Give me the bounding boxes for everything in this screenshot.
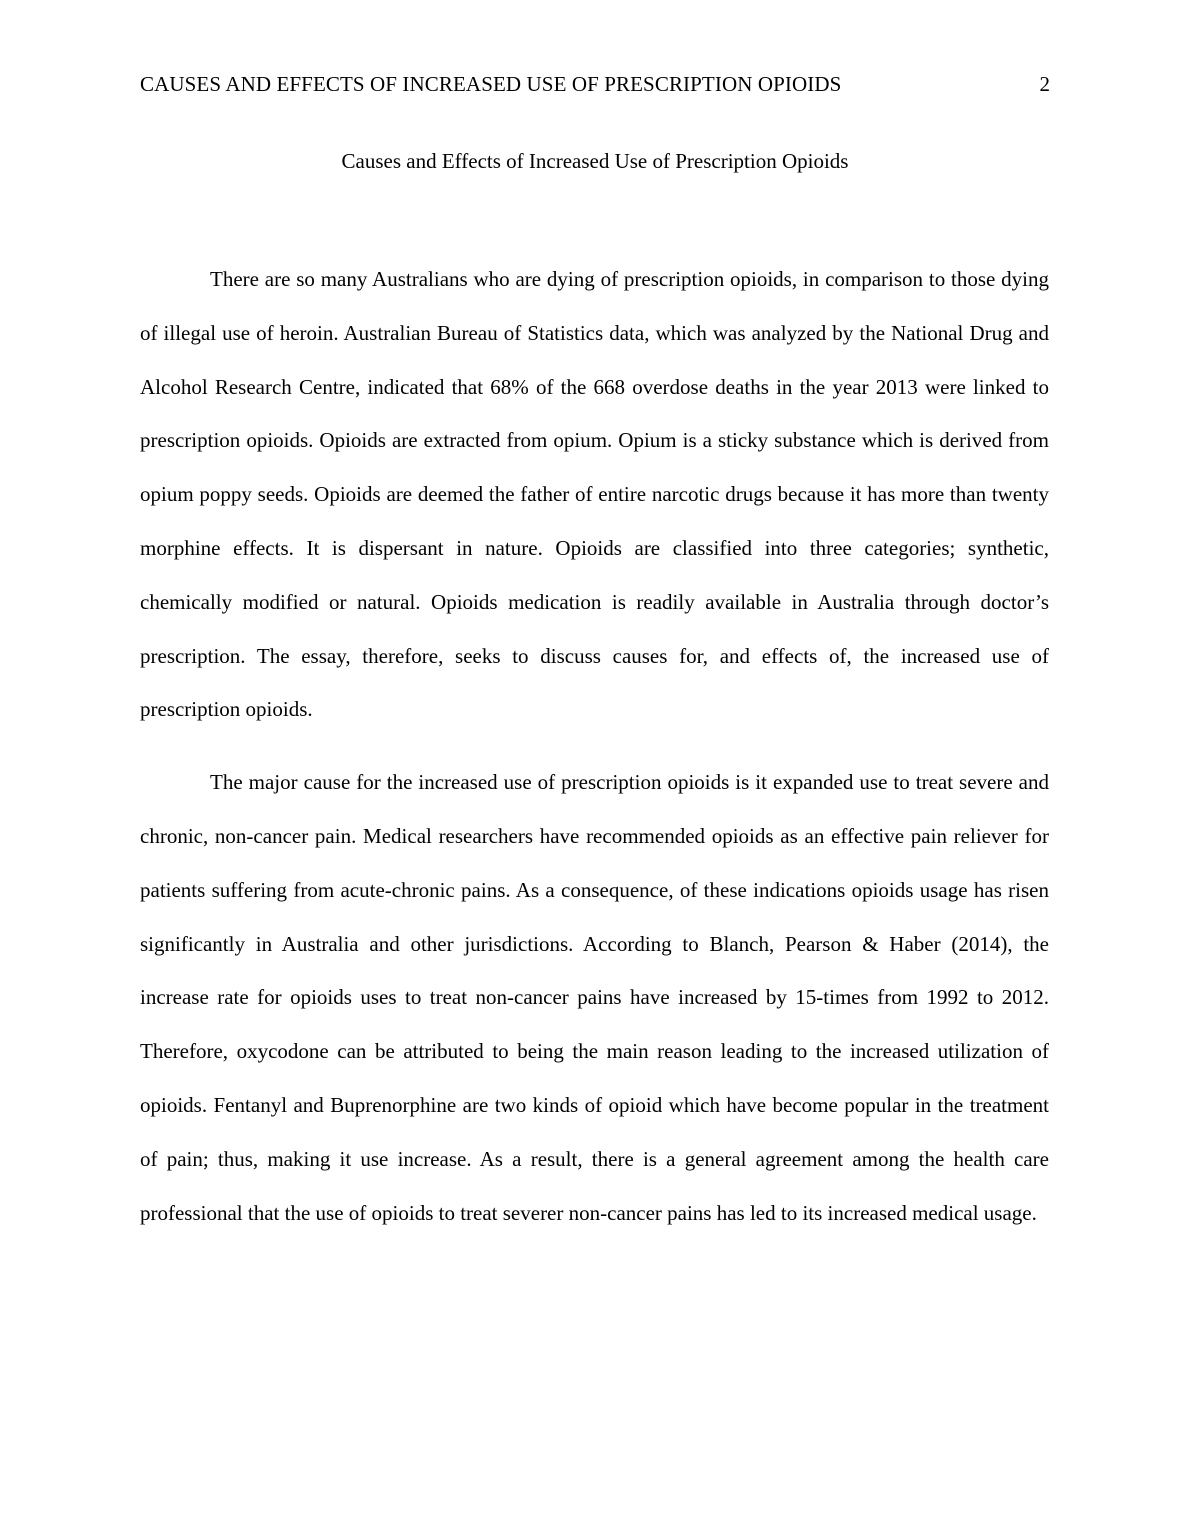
body-text <box>140 253 1049 1259</box>
paragraph-major-cause: The major cause for the increased use of prescription opioids is it expanded use to treat severe and chronic, non-cancer pain. Medical researchers have recommended opioids as an effective pain reliever for patients suffering from acute-chronic pains. As a consequence, of these indications opioids usage has risen significantly in Australia and other jurisdictions. According to Blanch, Pearson & Haber (2014), the increase rate for opioids uses to treat non-cancer pains have increased by 15-times from 1992 to 2012. Therefore, oxycodone can be attributed to being the main reason leading to the increased utilization of opioids. Fentanyl and Buprenorphine are two kinds of opioid which have become popular in the treatment of pain; thus, making it use increase. As a result, there is a general agreement among the health care professional that the use of opioids to treat severer non-cancer pains has led to its increased medical usage. <box>140 770 1049 1225</box>
paragraph-introduction: There are so many Australians who are dying of prescription opioids, in comparison to those dying of illegal use of heroin. Australian Bureau of Statistics data, which was analyzed by the National Drug and Alcohol Research Centre, indicated that 68% of the 668 overdose deaths in the year 2013 were linked to prescription opioids. Opioids are extracted from opium. Opium is a sticky substance which is derived from opium poppy seeds. Opioids are deemed the father of entire narcotic drugs because it has more than twenty morphine effects. It is dispersant in nature. Opioids are classified into three categories; synthetic, chemically modified or natural. Opioids medication is readily available in Australia through doctor’s prescription. The essay, therefore, seeks to discuss causes for, and effects of, the increased use of prescription opioids. <box>140 267 1049 722</box>
page-number: 2 <box>1039 72 1050 96</box>
document-title: Causes and Effects of Increased Use of Prescription Opioids <box>341 149 849 173</box>
running-head: CAUSES AND EFFECTS OF INCREASED USE OF PRESCRIPTION OPIOIDS <box>140 72 842 96</box>
